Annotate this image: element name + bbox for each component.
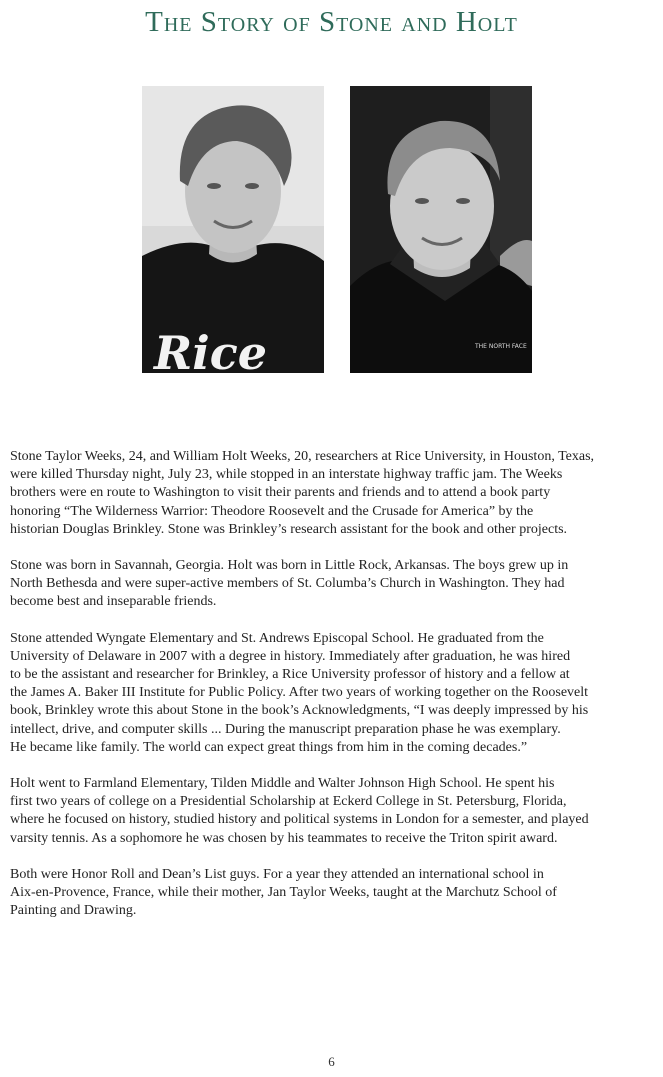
text-line: to be the assistant and researcher for Brinkley, a Rice University professor of history and a fellow at bbox=[10, 667, 570, 683]
text-line: North Bethesda and were super-active members of St. Columba’s Church in Washington. They had bbox=[10, 576, 565, 592]
photo-holt-weeks bbox=[350, 86, 532, 373]
text-line: Stone Taylor Weeks, 24, and William Holt Weeks, 20, researchers at Rice University, in Houston, Texas, bbox=[10, 449, 595, 464]
text-line: Both were Honor Roll and Dean’s List guys. For a year they attended an international school in bbox=[10, 866, 544, 882]
text-line: historian Douglas Brinkley. Stone was Brinkley’s research assistant for the book and other projects. bbox=[10, 521, 568, 537]
text-line: the James A. Baker III Institute for Public Policy. After two years of working together on the Roosevelt bbox=[10, 685, 589, 701]
text-line: first two years of college on a Presidential Scholarship at Eckerd College in St. Petersburg, Florida, bbox=[10, 794, 567, 810]
text-line: Stone attended Wyngate Elementary and St. Andrews Episcopal School. He graduated from the bbox=[10, 630, 544, 646]
text-line: were killed Thursday night, July 23, while stopped in an interstate highway traffic jam. The Weeks bbox=[10, 467, 563, 483]
page-number: 6 bbox=[328, 1054, 335, 1069]
paragraph bbox=[10, 866, 663, 921]
jacket-logo: THE NORTH FACE bbox=[475, 343, 527, 350]
page-title: The Story of Stone and Holt bbox=[145, 6, 518, 38]
shirt-text: Rice bbox=[154, 326, 267, 373]
text-line: where he focused on history, studied history and political systems in London for a semester, and played bbox=[10, 812, 589, 828]
text-line: honoring “The Wilderness Warrior: Theodore Roosevelt and the Crusade for America” by the bbox=[10, 503, 534, 519]
paragraph bbox=[10, 630, 663, 757]
text-line: Stone was born in Savannah, Georgia. Holt was born in Little Rock, Arkansas. The boys grew up in bbox=[10, 558, 569, 574]
text-line: Aix-en-Provence, France, while their mother, Jan Taylor Weeks, taught at the Marchutz School of bbox=[10, 885, 557, 901]
paragraph bbox=[10, 775, 663, 848]
article-body bbox=[10, 448, 663, 938]
text-line: become best and inseparable friends. bbox=[10, 594, 217, 610]
text-line: intellect, drive, and computer skills ... During the manuscript preparation phase he was exemplary. bbox=[10, 721, 561, 737]
photo-stone-weeks bbox=[142, 86, 324, 373]
text-line: brothers were en route to Washington to visit their parents and friends and to attend a book party bbox=[10, 485, 551, 501]
text-line: varsity tennis. As a sophomore he was chosen by his teammates to receive the Triton spirit award. bbox=[10, 830, 558, 846]
text-line: book, Brinkley wrote this about Stone in the book’s Acknowledgments, “I was deeply impressed by his bbox=[10, 703, 589, 719]
text-line: Holt went to Farmland Elementary, Tilden Middle and Walter Johnson High School. He spent his bbox=[10, 776, 555, 792]
text-line: University of Delaware in 2007 with a degree in history. Immediately after graduation, he was hired bbox=[10, 648, 571, 664]
paragraph bbox=[10, 557, 663, 612]
text-line: Painting and Drawing. bbox=[10, 903, 137, 919]
paragraph bbox=[10, 448, 663, 539]
text-line: He became like family. The world can expect great things from him in the coming decades.” bbox=[10, 739, 528, 755]
